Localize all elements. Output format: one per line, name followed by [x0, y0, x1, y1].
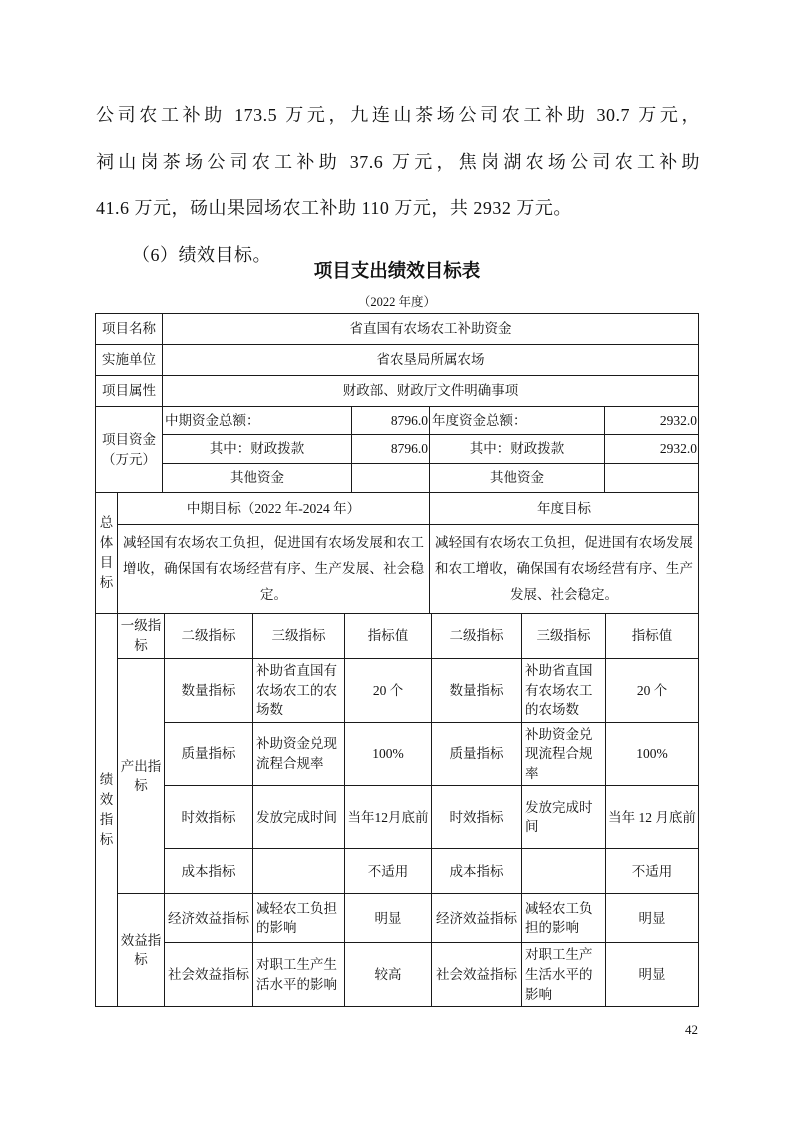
paragraph-line-2: 祠山岗茶场公司农工补助 37.6 万元，焦岗湖农场公司农工补助	[96, 151, 700, 172]
social-value-year: 明显	[606, 943, 699, 1007]
cost-value-mid: 不适用	[345, 849, 432, 894]
project-name-value: 省直国有农场农工补助资金	[163, 314, 699, 345]
quality-l3-year: 补助资金兑现流程合规率	[522, 722, 606, 786]
mid-other-value	[352, 464, 430, 493]
social-l2-mid: 社会效益指标	[165, 943, 253, 1007]
value-year-header: 指标值	[606, 614, 699, 659]
paragraph-line-3: 41.6 万元，砀山果园场农工补助 110 万元，共 2932 万元。	[96, 198, 572, 218]
indicators-table	[95, 613, 699, 1007]
timeliness-l2-mid: 时效指标	[165, 786, 253, 849]
social-l2-year: 社会效益指标	[432, 943, 522, 1007]
quantity-l3-year: 补助省直国有农场农工的农场数	[522, 659, 606, 723]
year-total-value: 2932.0	[605, 407, 699, 435]
mid-total-value: 8796.0	[352, 407, 430, 435]
level2-year-header: 二级指标	[432, 614, 522, 659]
economic-l2-year: 经济效益指标	[432, 894, 522, 943]
year-fiscal-value: 2932.0	[605, 435, 699, 464]
economic-value-mid: 明显	[345, 894, 432, 943]
funds-label: 项目资金（万元）	[96, 407, 163, 493]
table-title: 项目支出绩效目标表	[313, 260, 481, 281]
year-other-label: 其他资金	[430, 464, 605, 493]
page-number: 42	[685, 1022, 698, 1037]
level2-mid-header: 二级指标	[165, 614, 253, 659]
social-value-mid: 较高	[345, 943, 432, 1007]
output-indicator-group-label: 产出指标	[118, 659, 165, 894]
mid-fiscal-value: 8796.0	[352, 435, 430, 464]
mid-goal-text: 减轻国有农场农工负担，促进国有农场发展和农工增收，确保国有农场经营有序、生产发展、社会稳定。	[118, 525, 430, 614]
timeliness-l3-mid: 发放完成时间	[253, 786, 345, 849]
mid-total-label: 中期资金总额：	[163, 407, 352, 435]
performance-target-table	[95, 313, 699, 1007]
quality-value-year: 100%	[606, 722, 699, 786]
timeliness-value-year: 当年 12 月底前	[606, 786, 699, 849]
quality-l2-mid: 质量指标	[165, 722, 253, 786]
mid-goal-header: 中期目标（2022 年-2024 年）	[118, 493, 430, 525]
funds-table	[95, 406, 699, 493]
project-name-label: 项目名称	[96, 314, 163, 345]
project-attribute-label: 项目属性	[96, 376, 163, 407]
quality-l3-mid: 补助资金兑现流程合规率	[253, 722, 345, 786]
timeliness-l2-year: 时效指标	[432, 786, 522, 849]
year-total-label: 年度资金总额：	[430, 407, 605, 435]
year-goal-header: 年度目标	[430, 493, 699, 525]
quantity-value-year: 20 个	[606, 659, 699, 723]
economic-l3-year: 减轻农工负担的影响	[522, 894, 606, 943]
economic-l2-mid: 经济效益指标	[165, 894, 253, 943]
year-goal-text: 减轻国有农场农工负担，促进国有农场发展和农工增收，确保国有农场经营有序、生产发展、社会稳定。	[430, 525, 699, 614]
quantity-l3-mid: 补助省直国有农场农工的农场数	[253, 659, 345, 723]
level3-mid-header: 三级指标	[253, 614, 345, 659]
implementing-unit-value: 省农垦局所属农场	[163, 345, 699, 376]
year-other-value	[605, 464, 699, 493]
sub-item-heading: （6）绩效目标。	[132, 244, 271, 265]
mid-other-label: 其他资金	[163, 464, 352, 493]
table-subtitle: （2022 年度）	[357, 295, 437, 309]
economic-l3-mid: 减轻农工负担的影响	[253, 894, 345, 943]
cost-l2-year: 成本指标	[432, 849, 522, 894]
social-l3-mid: 对职工生产生活水平的影响	[253, 943, 345, 1007]
indicators-label: 绩效指标	[96, 614, 118, 1007]
quantity-value-mid: 20 个	[345, 659, 432, 723]
quantity-l2-mid: 数量指标	[165, 659, 253, 723]
timeliness-l3-year: 发放完成时间	[522, 786, 606, 849]
value-mid-header: 指标值	[345, 614, 432, 659]
body-paragraph	[96, 92, 700, 278]
overall-goal-table	[95, 492, 699, 614]
paragraph-line-1: 公司农工补助 173.5 万元，九连山茶场公司农工补助 30.7 万元，	[96, 105, 700, 125]
level1-header: 一级指标	[118, 614, 165, 659]
quality-value-mid: 100%	[345, 722, 432, 786]
cost-value-year: 不适用	[606, 849, 699, 894]
economic-value-year: 明显	[606, 894, 699, 943]
timeliness-value-mid: 当年12月底前	[345, 786, 432, 849]
year-fiscal-label: 其中：财政拨款	[430, 435, 605, 464]
info-rows-table	[95, 313, 699, 407]
cost-l2-mid: 成本指标	[165, 849, 253, 894]
overall-goal-label: 总体目标	[96, 493, 118, 614]
quality-l2-year: 质量指标	[432, 722, 522, 786]
level3-year-header: 三级指标	[522, 614, 606, 659]
project-attribute-value: 财政部、财政厅文件明确事项	[163, 376, 699, 407]
social-l3-year: 对职工生产生活水平的影响	[522, 943, 606, 1007]
mid-fiscal-label: 其中：财政拨款	[163, 435, 352, 464]
quantity-l2-year: 数量指标	[432, 659, 522, 723]
benefit-indicator-group-label: 效益指标	[118, 894, 165, 1007]
implementing-unit-label: 实施单位	[96, 345, 163, 376]
cost-l3-year	[522, 849, 606, 894]
cost-l3-mid	[253, 849, 345, 894]
